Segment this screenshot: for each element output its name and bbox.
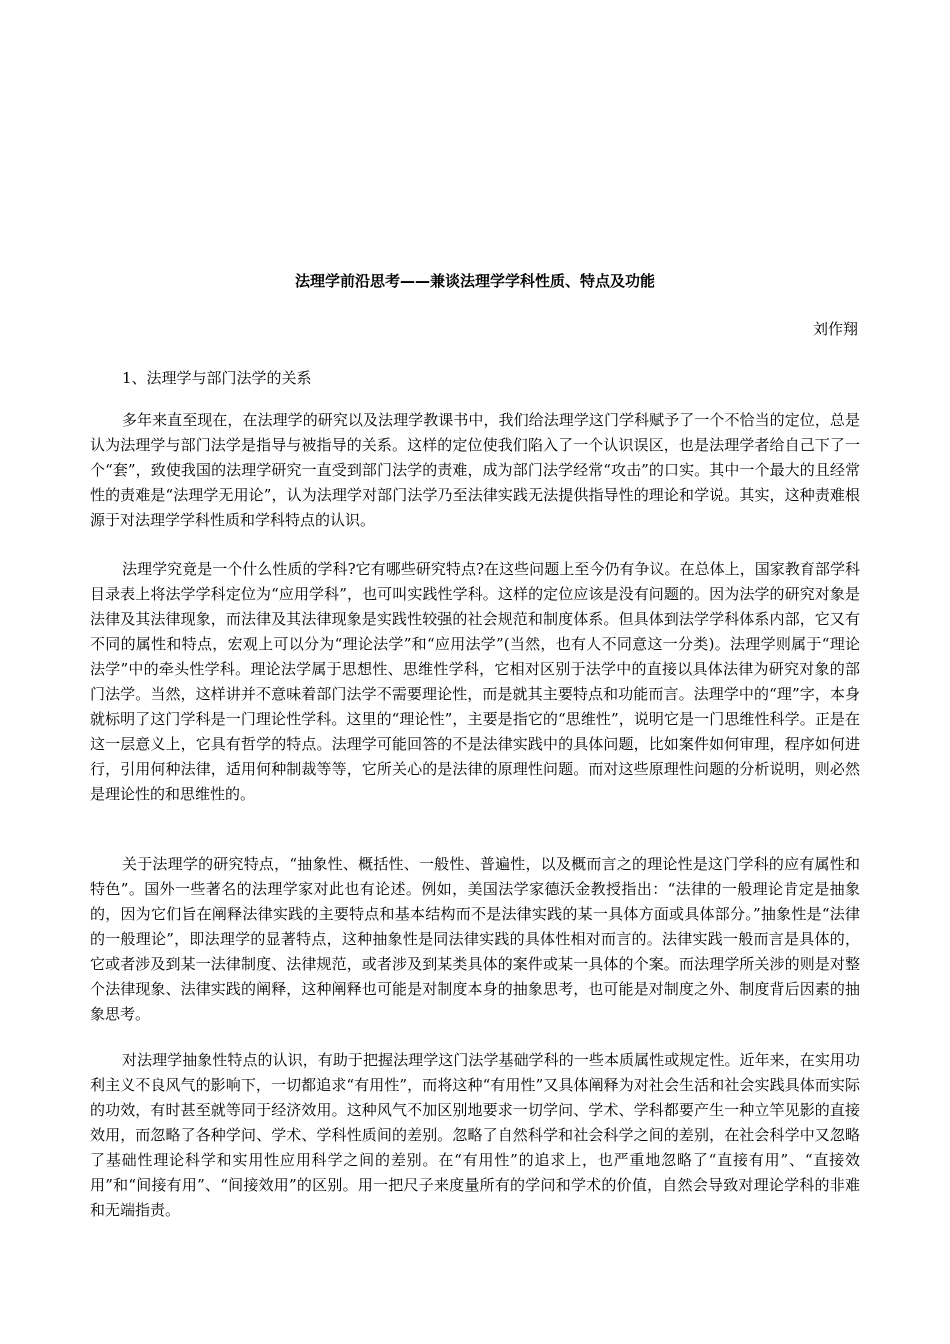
body-paragraph: 关于法理学的研究特点，“抽象性、概括性、一般性、普遍性，以及概而言之的理论性是这门学科的应有属性和特色”。国外一些著名的法理学家对此也有论述。例如，美国法学家德沃金教授指出：“法律的一般理论肯定是抽象的，因为它们旨在阐释法律实践的主要特点和基本结构而不是法律实践的某一具体方面或具体部分。”抽象性是“法律的一般理论”，即法理学的显著特点，这种抽象性是同法律实践的具体性相对而言的。法律实践一般而言是具体的，它或者涉及到某一法律制度、法律规范，或者涉及到某类具体的案件或某一具体的个案。而法理学所关涉的则是对整个法律现象、法律实践的阐释，这种阐释也可能是对制度本身的抽象思考，也可能是对制度之外、制度背后因素的抽象思考。	[90, 855, 860, 1023]
document-title: 法理学前沿思考——兼谈法理学学科性质、特点及功能	[294, 272, 655, 290]
section-heading: 1、法理学与部门法学的关系	[122, 369, 312, 387]
body-paragraph: 法理学究竟是一个什么性质的学科?它有哪些研究特点?在这些问题上至今仍有争议。在总体上，国家教育部学科目录表上将法学学科定位为“应用学科”，也可叫实践性学科。这样的定位应该是没有问题的。因为法学的研究对象是法律及其法律现象，而法律及其法律现象是实践性较强的社会规范和制度体系。但具体到法学学科体系内部，它又有不同的属性和特点，宏观上可以分为“理论法学”和“应用法学”(当然，也有人不同意这一分类)。法理学则属于“理论法学”中的牵头性学科。理论法学属于思想性、思维性学科，它相对区别于法学中的直接以具体法律为研究对象的部门法学。当然，这样讲并不意味着部门法学不需要理论性，而是就其主要特点和功能而言。法理学中的“理”字，本身就标明了这门学科是一门理论性学科。这里的“理论性”，主要是指它的“思维性”，说明它是一门思维性科学。正是在这一层意义上，它具有哲学的特点。法理学可能回答的不是法律实践中的具体问题，比如案件如何审理，程序如何进行，引用何种法律，适用何种制裁等等，它所关心的是法律的原理性问题。而对这些原理性问题的分析说明，则必然是理论性的和思维性的。	[90, 560, 860, 803]
body-paragraph: 多年来直至现在，在法理学的研究以及法理学教课书中，我们给法理学这门学科赋予了一个不恰当的定位，总是认为法理学与部门法学是指导与被指导的关系。这样的定位使我们陷入了一个认识误区，也是法理学者给自己下了一个“套”，致使我国的法理学研究一直受到部门法学的责难，成为部门法学经常“攻击”的口实。其中一个最大的且经常性的责难是“法理学无用论”，认为法理学对部门法学乃至法律实践无法提供指导性的理论和学说。其实，这种责难根源于对法理学学科性质和学科特点的认识。	[90, 411, 860, 529]
body-paragraph: 对法理学抽象性特点的认识，有助于把握法理学这门法学基础学科的一些本质属性或规定性。近年来，在实用功利主义不良风气的影响下，一切都追求“有用性”，而将这种“有用性”又具体阐释为对社会生活和社会实践具体而实际的功效，有时甚至就等同于经济效用。这种风气不加区别地要求一切学问、学术、学科都要产生一种立竿见影的直接效用，而忽略了各种学问、学术、学科性质间的差别。忽略了自然科学和社会科学之间的差别，在社会科学中又忽略了基础性理论科学和实用性应用科学之间的差别。在“有用性”的追求上，也严重地忽略了“直接有用”、“直接效用”和“间接有用”、“间接效用”的区别。用一把尺子来度量所有的学问和学术的价值，自然会导致对理论学科的非难和无端指责。	[90, 1051, 860, 1219]
author-name: 刘作翔	[812, 320, 858, 338]
